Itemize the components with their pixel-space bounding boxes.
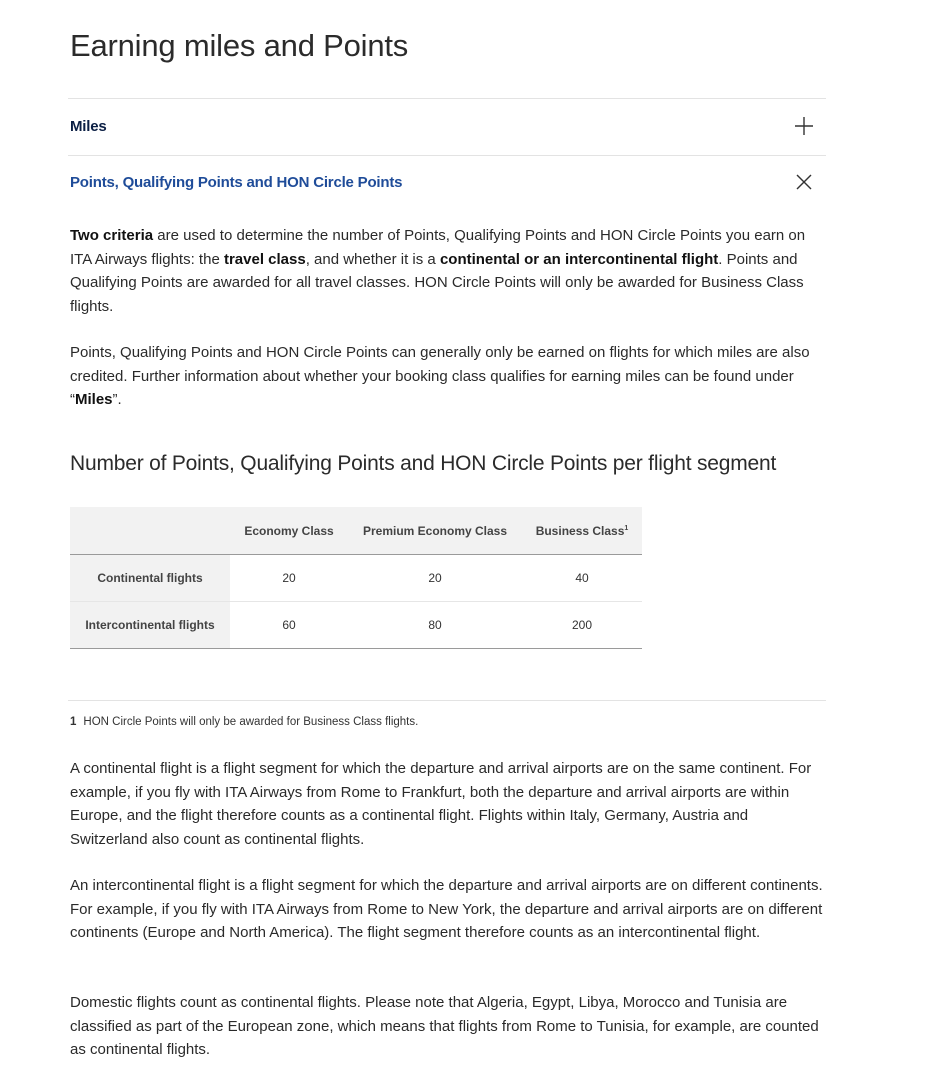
column-header-business bbox=[522, 507, 642, 555]
intro-text-3: . Points and Qualifying Points are awarded for all travel classes. HON Circle Points will only be awarded for Business Class flights. bbox=[70, 250, 804, 315]
footnote-marker: 1 bbox=[624, 524, 629, 532]
intro-p2-text-2: ”. bbox=[112, 391, 122, 408]
domestic-explanation: Domestic flights count as continental flights. Please note that Algeria, Egypt, Libya, Morocco and Tunisia are classified as part of the European zone, which means that flights from Rome to Tunisia, for example, are counted as continental flights. bbox=[70, 994, 819, 1058]
points-table bbox=[70, 507, 642, 649]
table-row bbox=[70, 555, 642, 602]
bold-two-criteria: Two criteria bbox=[70, 227, 154, 244]
column-header-business-label: Business Class bbox=[535, 523, 625, 538]
intro-paragraph-criteria bbox=[70, 224, 826, 318]
table-cell: 20 bbox=[428, 571, 442, 585]
close-icon[interactable] bbox=[793, 171, 815, 193]
row-header-continental: Continental flights bbox=[70, 555, 230, 602]
table-cell: 200 bbox=[522, 602, 642, 649]
intro-text-1: are used to determine the number of Points, Qualifying Points and HON Circle Points you earn on ITA Airways flights: the bbox=[70, 227, 806, 268]
table-corner-cell bbox=[70, 507, 230, 555]
footnote bbox=[70, 716, 418, 728]
footnote-number: 1 bbox=[70, 716, 77, 728]
table-cell: 20 bbox=[282, 571, 296, 585]
row-header-intercontinental: Intercontinental flights bbox=[70, 602, 230, 649]
accordion-points-label: Points, Qualifying Points and HON Circle Points bbox=[70, 173, 403, 191]
bold-flight-type: continental or an intercontinental flight bbox=[439, 250, 719, 268]
accordion-miles-label: Miles bbox=[70, 117, 107, 135]
intro-p2-text-1: Points, Qualifying Points and HON Circle Points can generally only be earned on flights for which miles are also credited. Further information about whether your booking class qualifies for earning miles can be found under “ bbox=[70, 344, 810, 408]
accordion-points[interactable] bbox=[70, 155, 826, 209]
accordion-miles[interactable] bbox=[70, 99, 826, 153]
intro-text-2: , and whether it is a bbox=[305, 250, 440, 268]
table-header-row bbox=[70, 507, 642, 555]
table-row bbox=[70, 602, 642, 649]
continental-explanation: A continental flight is a flight segment for which the departure and arrival airports are on the same continent. For example, if you fly with ITA Airways from Rome to Frankfurt, both the departure and arrival airports are within Europe, and the flight therefore counts as a continental flight. Flights within Italy, Germany, Austria and Switzerland also count as continental flights. bbox=[70, 760, 812, 848]
footnote-text: HON Circle Points will only be awarded for Business Class flights. bbox=[83, 716, 419, 728]
intro-paragraph-miles bbox=[70, 341, 826, 412]
bold-travel-class: travel class bbox=[223, 250, 306, 268]
column-header-economy: Economy Class bbox=[230, 507, 348, 555]
miles-reference: Miles bbox=[75, 391, 113, 408]
page-title: Earning miles and Points bbox=[70, 28, 409, 63]
table-cell: 40 bbox=[575, 571, 589, 585]
column-header-premium-economy: Premium Economy Class bbox=[348, 507, 522, 555]
table-cell: 60 bbox=[230, 602, 348, 649]
plus-icon[interactable] bbox=[793, 115, 815, 137]
points-table-heading: Number of Points, Qualifying Points and HON Circle Points per flight segment bbox=[70, 452, 777, 475]
table-cell: 80 bbox=[348, 602, 522, 649]
intercontinental-explanation: An intercontinental flight is a flight segment for which the departure and arrival airports are on different continents. For example, if you fly with ITA Airways from Rome to New York, the departure and arrival airports are on different continents (Europe and North America). The flight segment therefore counts as an intercontinental flight. bbox=[70, 877, 823, 941]
footnote-divider bbox=[68, 700, 826, 701]
